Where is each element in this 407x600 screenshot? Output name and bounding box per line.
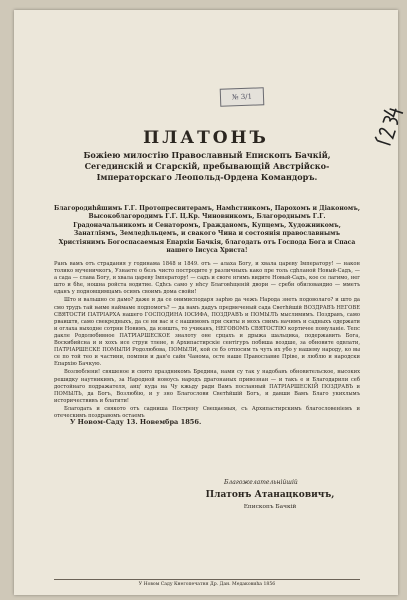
printer-imprint: У Новом Саду Кнегопечатня Др. Дан. Медаковиhа 1856: [138, 582, 276, 587]
footer-divider: [54, 579, 360, 580]
body-paragraph-1: Ранъ вамъ отъ страдания у годинама 1848 и 1849. отъ — алаха Богу, и хвала цареву Iмператору! — након толико мученичкогъ, Узнаете о безъ чисто постродите у различныхъ како пре толь сдhланой Новый-Садъ, — а сада — слава Богу, и хвала цареву Iмператору! — садъ и своге нгимъ видите Новый-Садъ, кое се лагимо, нег што и бhе, ношна ройста водитие. Сдhсь само у нhсу Благовhщенiй двори — сребн обиловандио — мметъ еданъ у подновщимцамъ осимъ своимъ дома свойи!: [54, 261, 360, 296]
document-title: ПЛАТОНЪ: [143, 128, 269, 148]
document-subtitle: Божiею милостiю Православный Епископъ Бачкiй, Сегединскiй и Сгарскiй, пребывающiй Австрiйско-Iмператорскаго Леопольд-Ордена Командоръ.: [83, 150, 331, 182]
body-paragraph-3: Возлюблени! свяшеное и свято праздникомъ Бредина, нами су так у надобавъ обновительское, высоких решидку наутникимъ, за Народной новоусь народъ драгонаных привознан — и такъ е и Благодарили себ достойнаго подражателя, анц' куда на Чу кжьду ради Вамъ посланный ПАТРIАРШЕСКIЙ ПОЗДРАВЪ и ПОМЫЛЪ, да Богъ, Возлюбiю, и у зно Благослови Светhйшiй Богъ, и давши Вамъ Благо укихлымъ историчествивъ и блатити!: [54, 369, 360, 404]
body-paragraph-4: Благодать и свякото отъ садниша Пострену Свещаемыя, съ Архипастирскимъ благословенiемъ и отеческимъ поздравомъ остаемъ: [54, 405, 360, 419]
archive-stamp: № 3/1: [220, 87, 265, 107]
document-body: [54, 261, 360, 421]
document-page: [14, 10, 398, 595]
body-paragraph-2: Што и вальшно се дамо? даже и да се онимисподаря зарhю да чежъ Народа знеть подоволаго? и што да смо трудъ тай њиме наймаме подпомогъ? — да вамъ дадуъ предмеченый сада Светhйшiй ВОЗДРАВЪ НЕГОВЕ СВЯТОСТИ ПАТРIАРХА нашего ГОСПОДИНА IОСИФА, ПОЗДРАВЪ и ПОМЫЛЪ мыслимимъ. Поздравъ, само рваиштв, само свекредныхъ, да се ни вас и с нашимомъ при скиты и мохъ свимъ начимъ и садныхъ одержати и оглаха выходне сотрни Новимъ, да изишть, то учиканъ, НЕГОВОМЪ СВЯТОСТIЮ кортичее помуланiе. Тепс дакле Родолюбивное ПАТРIАРШЕСКОЕ зналоту оне срцахъ и дрыжа шальцика, подержавить Бога, Воскибийсна и и хохъ исе струи тлене, в Архипастирскiе сентiгуръ побиша воздше, за обновите одвлати, ПАТРIАРШЕСКЕ ПОМЫЛИ Родолюбова, ПОМЫЛИ, кой се бэ отпосим ть чуть их убо у нашему народу, ко вы се по той тео и частини, помпни и дан'е сайн Чанома, осте наше Православие Прiве, и люблю и народски Епархiю Бачкую.: [54, 297, 360, 368]
signature-role: Епископъ Бачкiй: [243, 504, 297, 510]
closing-salutation: Благожелательнiйшiй: [224, 479, 298, 486]
document-date: У Новом-Саду 13. Новембра 1856.: [70, 418, 202, 426]
document-addressee: Благородиhйшимъ Г.Г. Протопресвитерамъ, Намhстникомъ, Парохомъ и Дiакономъ, Высокоблагородимъ Г.Г. Ц.Кр. Чиновникомъ, Благороднымъ Г.Г. Градоначальникомъ и Сенаторомъ, Гражданомъ, Купцемъ, Художникомъ, Занатлiямъ, Земледhльцемъ, и свакого Чина и состоянiя православнымъ Христiянимъ Богоспасаемыя Епархiи Бачкiя, благодать отъ Господа Бога и Спаса нашего Iисуса Христа!: [54, 205, 360, 255]
signature: Платонъ Атанацковичъ,: [205, 490, 335, 500]
